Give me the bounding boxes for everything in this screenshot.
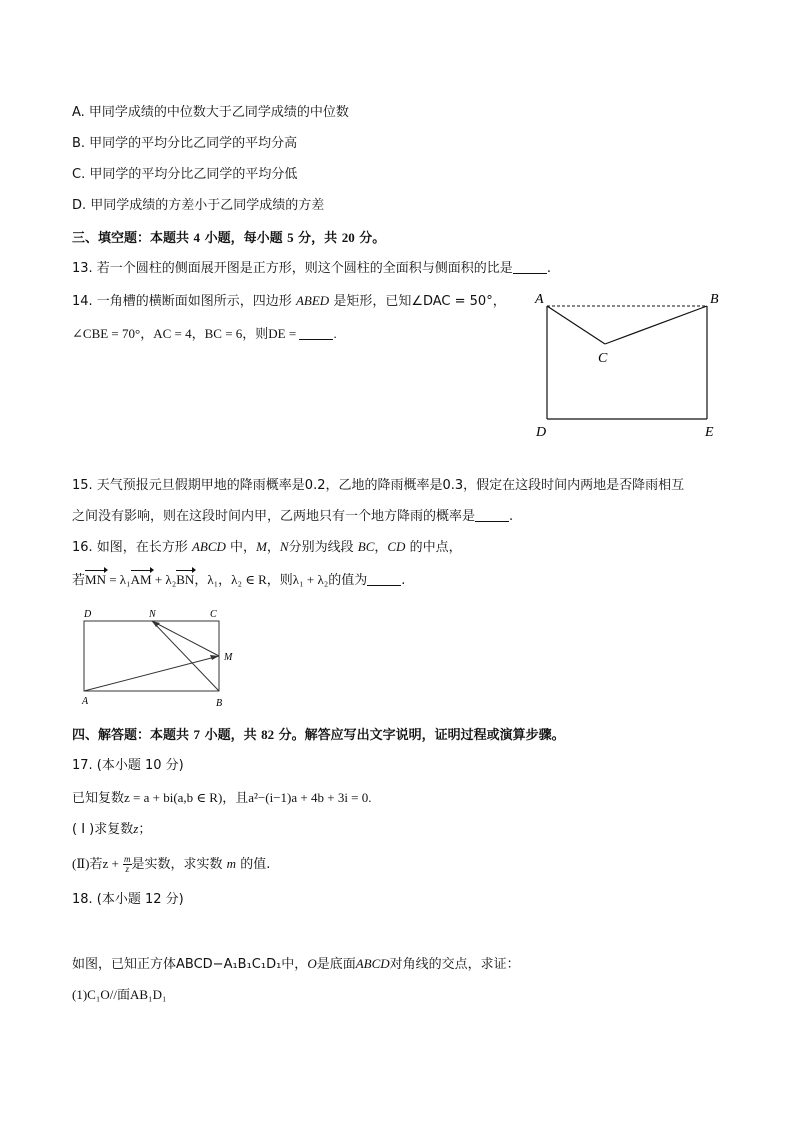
cb-segment: [605, 306, 707, 344]
section-4-heading: 四、解答题：本题共 7 小题，共 82 分。解答应写出文字说明，证明过程或演算步骤。: [72, 727, 565, 743]
option-c: C. 甲同学的平均分比乙同学的平均分低: [72, 167, 298, 182]
question-18-part-1: (1)C₁O//面AB₁D₁: [72, 987, 167, 1002]
answer-blank[interactable]: [299, 326, 333, 340]
ac-segment: [547, 306, 605, 344]
q16-figure: [76, 605, 246, 710]
question-17-stem: 已知复数z = a + bi(a,b ∈ R)，且a²−(i−1)a + 4b + 3i = 0.: [72, 790, 372, 805]
section-3-heading: 三、填空题：本题共 4 小题，每小题 5 分，共 20 分。: [72, 230, 386, 246]
label-b: B: [216, 698, 223, 709]
label-c: C: [210, 609, 217, 620]
option-d: D. 甲同学成绩的方差小于乙同学成绩的方差: [72, 198, 325, 213]
vector-mn: MN: [85, 572, 106, 587]
vector-am-line: [84, 656, 219, 691]
vector-bn: BN: [176, 572, 195, 587]
question-14-line-2: ∠CBE = 70°，AC = 4，BC = 6，则DE = .: [72, 326, 337, 341]
option-b: B. 甲同学的平均分比乙同学的平均分高: [72, 136, 298, 151]
option-a: A. 甲同学成绩的中位数大于乙同学成绩的中位数: [72, 105, 349, 120]
question-17-part-2: (Ⅱ)若z + $\frac{m}{z}$ 是实数，求实数 m 的值.: [72, 854, 271, 874]
question-17-part-1: ( Ⅰ )求复数z；: [72, 821, 152, 837]
answer-blank[interactable]: [475, 508, 509, 522]
vector-bn-line: [152, 621, 219, 691]
question-15-line-2: 之间没有影响，则在这段时间内甲，乙两地只有一个地方降雨的概率是 .: [72, 509, 514, 524]
vector-am: AM: [130, 572, 152, 587]
label-m: M: [224, 652, 233, 663]
question-17-heading: 17. (本小题 10 分): [72, 758, 184, 773]
question-16-line-1: 16. 如图，在长方形 ABCD 中，M，N分别为线段 BC，CD 的中点，: [72, 539, 462, 555]
label-a: A: [535, 292, 544, 307]
label-e: E: [705, 425, 714, 440]
label-c: C: [598, 351, 608, 366]
question-14-line-1: 14. 一角槽的横断面如图所示，四边形 ABED 是矩形，已知∠DAC = 50°，: [72, 293, 506, 309]
label-b: B: [710, 292, 719, 307]
answer-blank[interactable]: [367, 572, 401, 586]
question-13: 13. 若一个圆柱的侧面展开图是正方形，则这个圆柱的全面积与侧面积的比是 .: [72, 261, 551, 276]
question-18-stem: 如图，已知正方体ABCD−A₁B₁C₁D₁中，O是底面ABCD对角线的交点，求证：: [72, 956, 520, 972]
label-a: A: [82, 696, 89, 707]
label-d: D: [536, 425, 547, 440]
rectangle-abcd: [84, 621, 219, 691]
question-18-heading: 18. (本小题 12 分): [72, 892, 184, 907]
label-n: N: [149, 609, 156, 620]
question-16-line-2: 若MN = λ₁AM + λ₂BN，λ₁，λ₂ ∈ R，则λ₁ + λ₂的值为 .: [72, 572, 406, 588]
label-d: D: [84, 609, 92, 620]
question-15-line-1: 15. 天气预报元旦假期甲地的降雨概率是0.2，乙地的降雨概率是0.3，假定在这段时间内两地是否降雨相互: [72, 478, 685, 493]
answer-blank[interactable]: [513, 260, 547, 274]
q14-figure: [530, 286, 730, 442]
fraction-m-over-z: $\frac{m}{z}$: [124, 854, 131, 874]
vector-mn-line: [152, 621, 219, 656]
arrowhead-n: [152, 621, 160, 627]
